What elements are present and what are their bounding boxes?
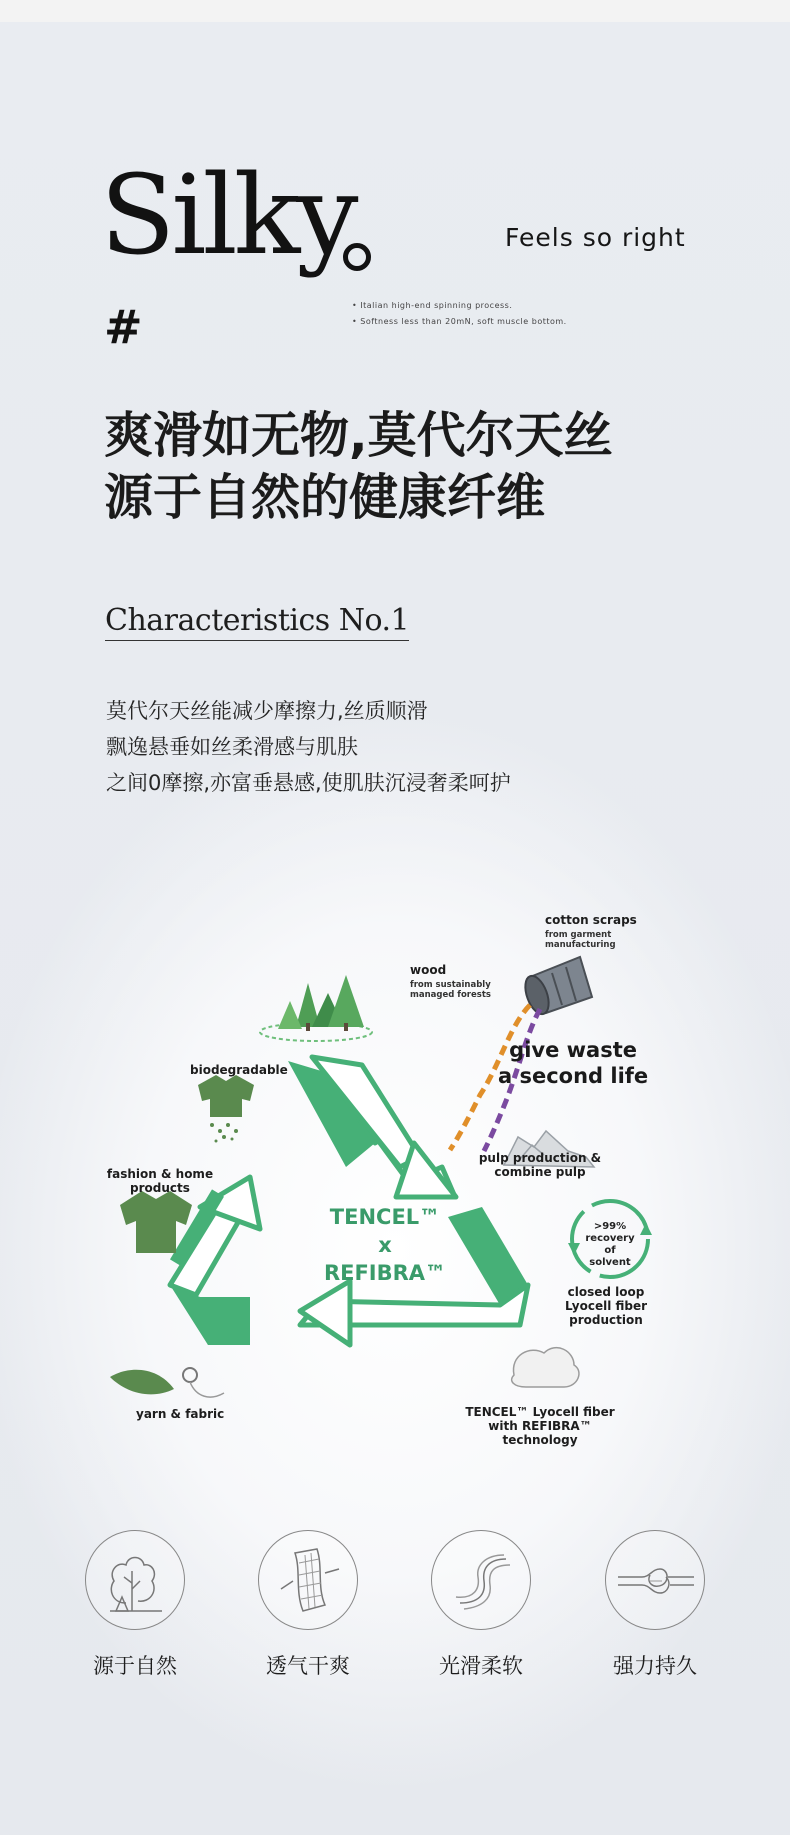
- description: [106, 693, 511, 801]
- give-waste-line: a second life: [498, 1064, 649, 1088]
- recycling-diagram: [100, 905, 700, 1445]
- center-brand-line: TENCEL™: [329, 1205, 441, 1229]
- feature-circle: [605, 1530, 705, 1630]
- forest-icon: [260, 975, 372, 1041]
- feature-smooth: [406, 1530, 556, 1680]
- center-brand: [310, 1203, 460, 1287]
- give-waste-line: give waste: [509, 1038, 637, 1062]
- feature-durable: [580, 1530, 730, 1680]
- biodegradable-label: biodegradable: [190, 1063, 288, 1077]
- breathable-mesh-icon: [259, 1531, 359, 1631]
- wood-label: wood: [410, 963, 447, 977]
- feature-label: 源于自然: [93, 1654, 177, 1678]
- biodegradable-shirt-icon: [198, 1075, 254, 1143]
- hash-mark: #: [104, 300, 143, 354]
- fiber-tuft-icon: [512, 1348, 579, 1387]
- fashion-label: fashion & home products: [106, 1167, 214, 1195]
- brand-note: • Italian high-end spinning process.: [352, 301, 513, 310]
- feature-label: 强力持久: [613, 1654, 697, 1678]
- center-brand-line: REFIBRA™: [323, 1261, 447, 1285]
- tree-icon: [86, 1531, 186, 1631]
- description-line: 莫代尔天丝能减少摩擦力,丝质顺滑: [106, 699, 428, 723]
- feature-circle: [258, 1530, 358, 1630]
- headline-line: 源于自然的健康纤维: [104, 469, 546, 526]
- feature-label: 光滑柔软: [439, 1654, 523, 1678]
- recovery-label: >99% recovery of solvent: [585, 1221, 635, 1268]
- brand-note: • Softness less than 20mN, soft muscle bottom.: [352, 317, 567, 326]
- knot-icon: [606, 1531, 706, 1631]
- brand-notes: [352, 298, 567, 330]
- brand-dot-icon: [343, 243, 371, 271]
- trash-can-icon: [521, 957, 592, 1017]
- feature-natural: [60, 1530, 210, 1680]
- wood-sub: from sustainably managed forests: [410, 980, 491, 1000]
- headline-line: 爽滑如无物,莫代尔天丝: [104, 407, 613, 464]
- description-line: 飘逸悬垂如丝柔滑感与肌肤: [106, 735, 358, 759]
- yarn-fabric-label: yarn & fabric: [136, 1407, 225, 1421]
- cotton-scraps-sub: from garment manufacturing: [545, 930, 616, 950]
- brand-slogan: Feels so right: [505, 223, 686, 252]
- brand-wordmark: Silky: [100, 151, 355, 279]
- feature-breathable: [233, 1530, 383, 1680]
- tencel-fiber-label: TENCEL™ Lyocell fiber with REFIBRA™ technology: [465, 1405, 615, 1447]
- feature-label: 透气干爽: [266, 1654, 350, 1678]
- recycle-arrow-top-icon: [288, 1057, 456, 1197]
- center-brand-line: x: [378, 1233, 392, 1257]
- top-strip: [0, 0, 790, 22]
- pulp-label: pulp production & combine pulp: [478, 1151, 602, 1179]
- feature-circle: [85, 1530, 185, 1630]
- cotton-scraps-label: cotton scraps: [545, 913, 637, 927]
- closed-loop-label: closed loop Lyocell fiber production: [564, 1285, 648, 1327]
- characteristics-title: Characteristics No.1: [105, 603, 409, 641]
- feature-circle: [431, 1530, 531, 1630]
- yarn-fabric-icon: [110, 1368, 224, 1397]
- description-line: 之间0摩擦,亦富垂悬感,使肌肤沉浸奢柔呵护: [106, 771, 511, 795]
- silk-wave-icon: [432, 1531, 532, 1631]
- give-waste-text: [498, 1037, 648, 1089]
- headline: [104, 405, 744, 529]
- feature-row: [60, 1530, 730, 1680]
